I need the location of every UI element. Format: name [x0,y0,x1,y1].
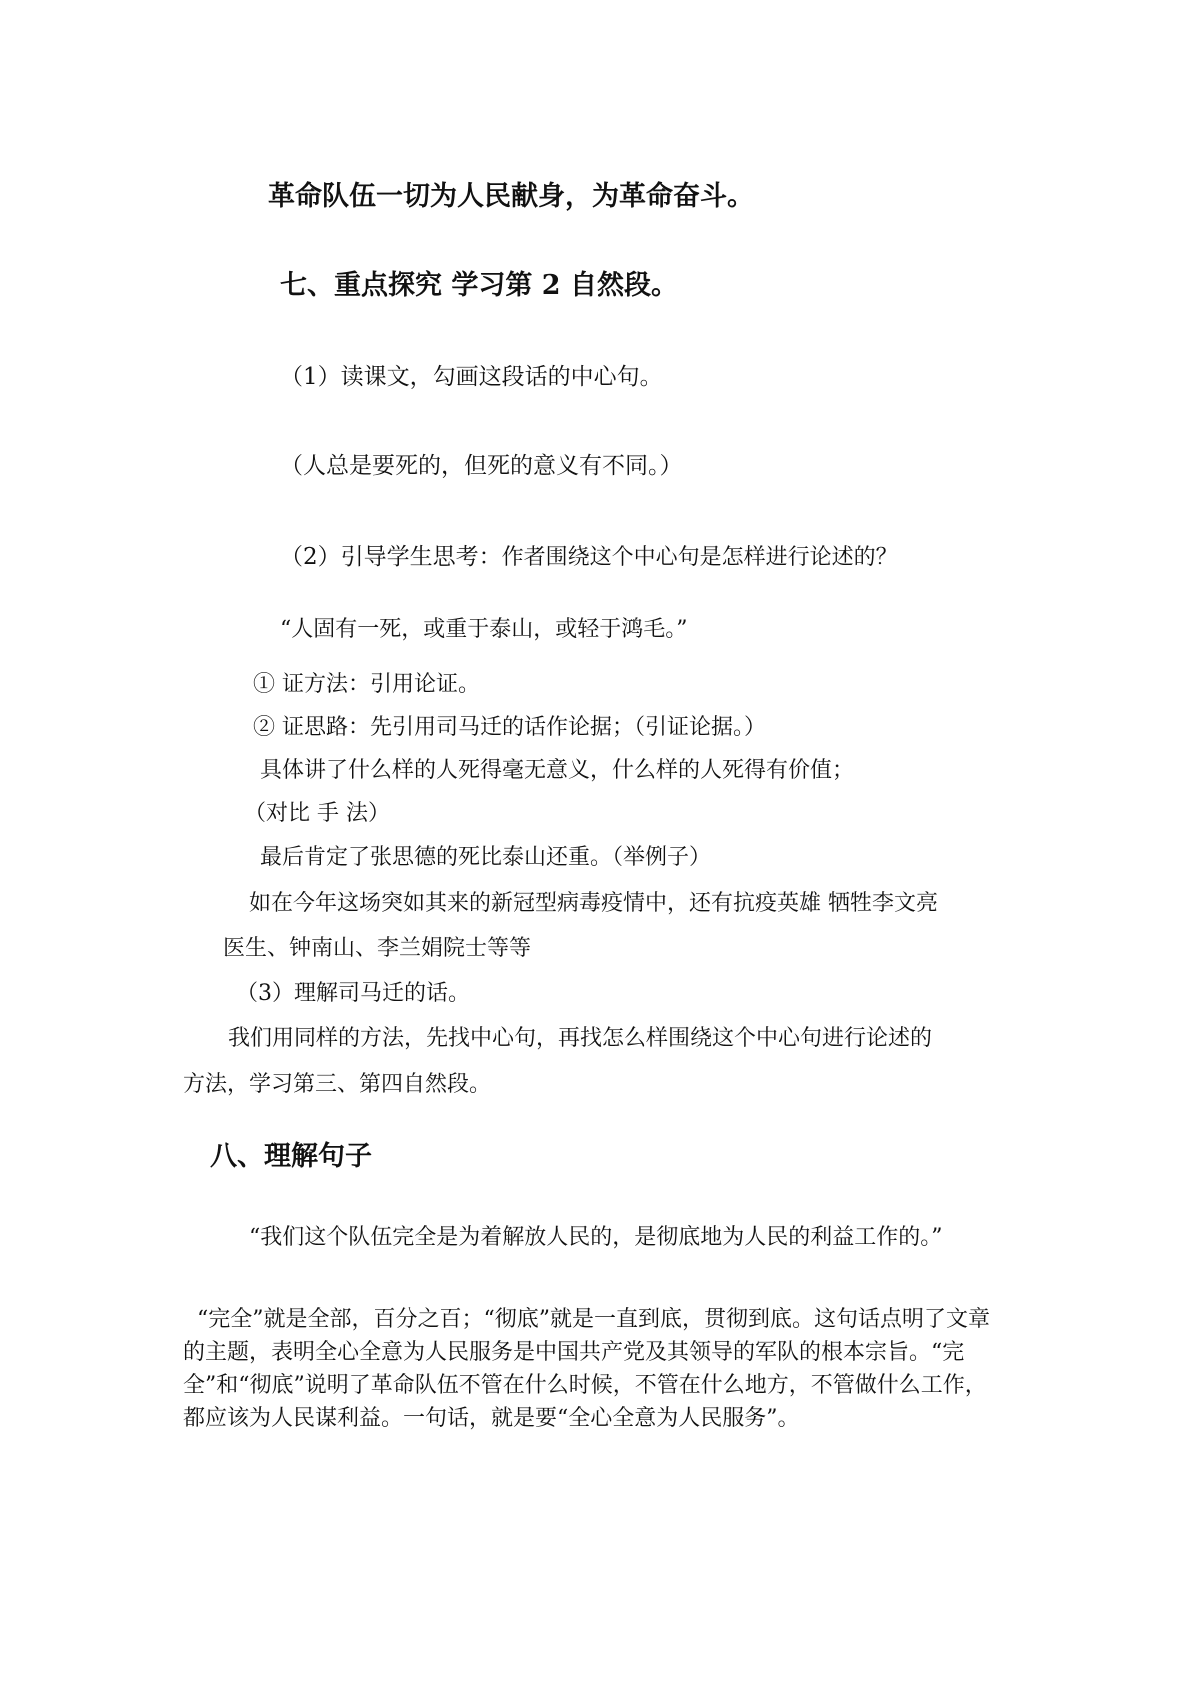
method-line-5: 最后肯定了张思德的死比泰山还重。（举例子） [260,845,712,870]
method-line-7: 医生、钟南山、李兰娟院士等等 [223,936,532,961]
method-line-1: ① 证方法：引用论证。 [253,672,480,697]
question-1: （1）读课文，勾画这段话的中心句。 [280,364,663,390]
method-line-2: ② 证思路：先引用司马迁的话作论据；（引证论据。） [253,715,766,740]
quote-team: “我们这个队伍完全是为着解放人民的，是彻底地为人民的利益工作的。” [249,1225,943,1250]
question-2 [280,538,898,574]
answer-1: （人总是要死的，但死的意义有不同。） [280,453,683,479]
question-2-text: 作者围绕这个中心句是怎样进行论述的？ [501,545,898,570]
section-heading-8: 八、理解句子 [210,1141,372,1172]
quote-sima-qian: “人固有一死，或重于泰山，或轻于鸿毛。” [280,617,688,642]
explanation-paragraph: “完全”就是全部，百分之百；“彻底”就是一直到底，贯彻到底。这句话点明了文章的主题，表明全心全意为人民服务是中国共产党及其领导的军队的根本宗旨。“完全”和“彻底”说明了革命队伍不管在什么时候，不管在什么地方，不管做什么工作，都应该为人民谋利益。一句话，就是要“全心全意为人民服务”。 [183,1307,990,1431]
section-heading-7: 七、重点探究 学习第 2 自然段。 [280,270,678,301]
question-2-lead: （2）引导学生思考： [280,544,502,570]
text-line-revolution: 革命队伍一切为人民献身，为革命奋斗。 [268,181,754,212]
method-line-3: 具体讲了什么样的人死得毫无意义，什么样的人死得有价值； [260,758,855,783]
method-line-6: 如在今年这场突如其来的新冠型病毒疫情中，还有抗疫英雄 牺牲李文亮 [249,891,938,916]
question-3: （3）理解司马迁的话。 [236,981,470,1006]
method-line-8: 我们用同样的方法，先找中心句，再找怎么样围绕这个中心句进行论述的 [228,1026,933,1051]
method-line-9: 方法，学习第三、第四自然段。 [183,1072,492,1097]
method-line-4: （对比 手 法） [244,801,390,826]
